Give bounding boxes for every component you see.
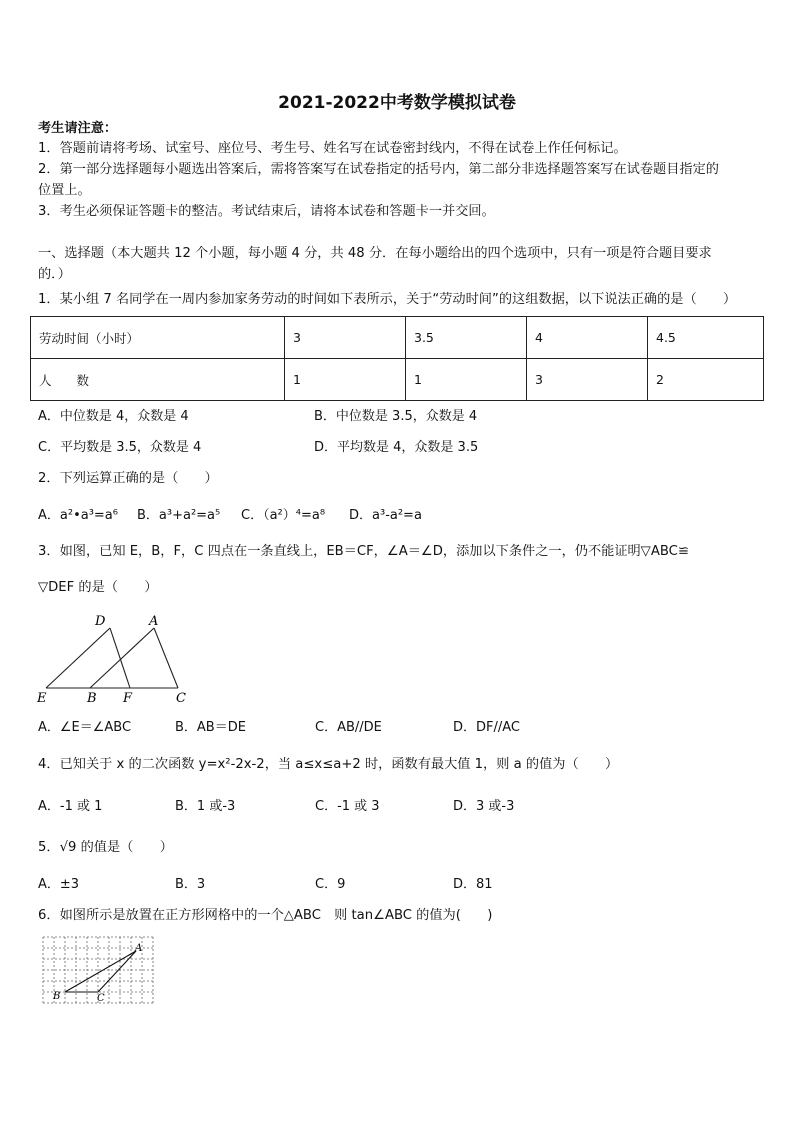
q3-option-a[interactable]: A．∠E＝∠ABC	[38, 720, 132, 735]
label-a: A	[149, 614, 159, 629]
label-b: B	[53, 991, 61, 1002]
q2-option-d[interactable]: D．a³-a²=a	[349, 508, 422, 523]
table-cell: 2	[648, 359, 764, 401]
notice-line-3: 位置上。	[38, 183, 91, 198]
exam-title: 2021-2022中考数学模拟试卷	[278, 93, 516, 113]
table-cell: 人 数	[31, 359, 285, 401]
segment-df	[110, 628, 130, 688]
q2-option-a[interactable]: A．a²•a³=a⁶	[38, 508, 118, 523]
q5-option-a[interactable]: A．±3	[38, 877, 80, 892]
table-cell: 4.5	[648, 317, 764, 359]
q2-option-b[interactable]: B．a³+a²=a⁵	[137, 508, 221, 523]
table-row	[31, 317, 764, 359]
label-a: A	[135, 943, 143, 954]
table-cell: 3.5	[406, 317, 527, 359]
table-row	[31, 359, 764, 401]
q3-option-c[interactable]: C．AB//DE	[315, 720, 382, 735]
q3-stem-line-2: ▽DEF 的是（ ）	[38, 580, 158, 595]
q5-option-b[interactable]: B．3	[175, 877, 206, 892]
q5-option-c[interactable]: C．9	[315, 877, 346, 892]
q1-data-table	[30, 316, 764, 401]
q6-stem: 6．如图所示是放置在正方形网格中的一个△ABC 则 tan∠ABC 的值为( )	[38, 908, 493, 923]
table-cell: 劳动时间（小时）	[31, 317, 285, 359]
q1-stem: 1．某小组 7 名同学在一周内参加家务劳动的时间如下表所示，关于“劳动时间”的这组数据，以下说法正确的是（ ）	[38, 292, 737, 307]
notice-heading: 考生请注意：	[38, 121, 118, 136]
q4-option-d[interactable]: D．3 或-3	[453, 799, 515, 814]
notice-line-2: 2．第一部分选择题每小题选出答案后，需将答案写在试卷指定的括号内，第二部分非选择题答案写在试卷题目指定的	[38, 162, 719, 177]
q2-option-c[interactable]: C．（a²）⁴=a⁸	[241, 508, 326, 523]
notice-line-1: 1．答题前请将考场、试室号、座位号、考生号、姓名写在试卷密封线内，不得在试卷上作任何标记。	[38, 141, 627, 156]
q4-stem: 4．已知关于 x 的二次函数 y=x²-2x-2，当 a≤x≤a+2 时，函数有最大值 1，则 a 的值为（ ）	[38, 757, 619, 772]
q1-option-d[interactable]: D．平均数是 4，众数是 3.5	[314, 440, 479, 455]
q1-option-c[interactable]: C．平均数是 3.5，众数是 4	[38, 440, 202, 455]
label-c: C	[176, 691, 186, 706]
table-cell: 1	[406, 359, 527, 401]
table-cell: 4	[527, 317, 648, 359]
table-cell: 1	[285, 359, 406, 401]
label-e: E	[37, 691, 47, 706]
table-cell: 3	[527, 359, 648, 401]
label-b: B	[87, 691, 97, 706]
q5-stem: 5．√9 的值是（ ）	[38, 840, 173, 855]
q4-option-b[interactable]: B．1 或-3	[175, 799, 236, 814]
q1-option-a[interactable]: A．中位数是 4，众数是 4	[38, 409, 189, 424]
q5-option-d[interactable]: D．81	[453, 877, 493, 892]
q3-triangle-figure	[30, 610, 210, 708]
notice-line-4: 3．考生必须保证答题卡的整洁。考试结束后，请将本试卷和答题卡一并交回。	[38, 204, 495, 219]
label-f: F	[123, 691, 133, 706]
q3-option-d[interactable]: D．DF//AC	[453, 720, 520, 735]
q2-stem: 2．下列运算正确的是（ ）	[38, 471, 218, 486]
q1-option-b[interactable]: B．中位数是 3.5，众数是 4	[314, 409, 478, 424]
section-heading-line-2: 的．）	[38, 267, 71, 282]
section-heading-line-1: 一、选择题（本大题共 12 个小题，每小题 4 分，共 48 分．在每小题给出的四个选项中，只有一项是符合题目要求	[38, 246, 712, 261]
q3-stem-line-1: 3．如图，已知 E，B，F，C 四点在一条直线上，EB＝CF，∠A＝∠D，添加以下条件之一，仍不能证明▽ABC≌	[38, 544, 689, 559]
q3-option-b[interactable]: B．AB＝DE	[175, 720, 246, 735]
label-c: C	[97, 993, 105, 1004]
segment-ac	[154, 628, 178, 688]
q4-option-c[interactable]: C．-1 或 3	[315, 799, 380, 814]
q6-grid-figure	[38, 933, 160, 1007]
q4-option-a[interactable]: A．-1 或 1	[38, 799, 103, 814]
label-d: D	[95, 614, 106, 629]
table-cell: 3	[285, 317, 406, 359]
